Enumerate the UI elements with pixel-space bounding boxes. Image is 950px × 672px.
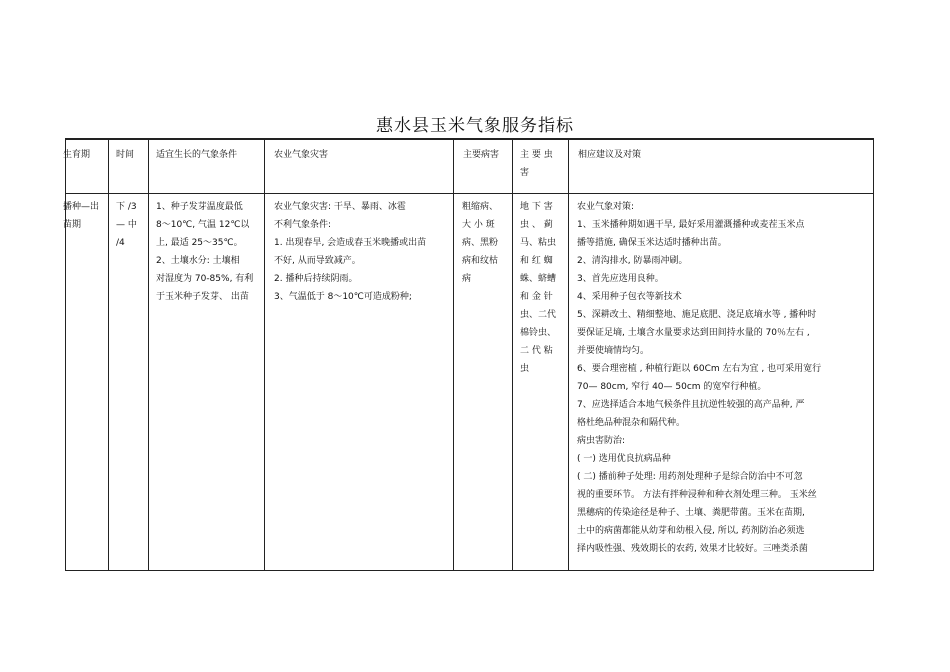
text-line: 2、清沟排水, 防暴雨冲刷。 [577, 256, 688, 266]
text-line: 播等措施, 确保玉米达适时播种出苗。 [577, 238, 727, 248]
text-line: 要保证足墒, 土壤含水量要求达到田间持水量的 70％左右 , [577, 328, 810, 338]
cell-pests [520, 198, 556, 378]
text-line: 格杜绝品种混杂和隔代种。 [577, 418, 686, 428]
column-divider [512, 138, 513, 571]
text-line: ( 二) 播前种子处理: 用药剂处理种子是综合防治中不可忽 [577, 472, 803, 482]
text-line: 马、粘虫 [520, 238, 557, 248]
header-disasters: 农业气象灾害 [274, 150, 329, 160]
text-line: 蛛、蛴螬 [520, 274, 557, 284]
column-divider [568, 138, 569, 571]
cell-disasters [274, 198, 426, 306]
text-line: 2. 播种后持续阴雨。 [274, 274, 358, 284]
column-divider [108, 138, 109, 571]
text-line: 对湿度为 70-85%, 有利 [156, 274, 254, 284]
text-line: 4、采用种子包衣等新技术 [577, 292, 682, 302]
text-line: 2、土壤水分: 土壤相 [156, 256, 240, 266]
text-line: 并要使墒情均匀。 [577, 346, 650, 356]
text-line: 1、种子发芽温度最低 [156, 202, 243, 212]
text-line: 于玉米种子发芽、 出苗 [156, 292, 249, 302]
header-bottom-border [65, 193, 874, 194]
text-line: 视的重要环节。 方法有拌种浸种和种衣剂处理三种。 玉米丝 [577, 490, 817, 500]
header-advice: 相应建议及对策 [578, 150, 642, 160]
text-line: 粗缩病、 [462, 202, 499, 212]
header-pests [520, 146, 553, 182]
cell-stage [63, 198, 99, 234]
text-line: 不利气象条件: [274, 220, 332, 230]
header-pests-line: 害 [520, 168, 530, 178]
header-diseases: 主要病害 [463, 150, 500, 160]
text-line: 农业气象灾害: 干旱、暴雨、冰雹 [274, 202, 406, 212]
text-line: 大 小 斑 [462, 220, 495, 230]
text-line: 土中的病菌都能从幼芽和幼根入侵, 所以, 药剂防治必须选 [577, 526, 805, 536]
cell-diseases [462, 198, 498, 288]
cell-conditions [156, 198, 253, 306]
text-line: 70— 80cm, 窄行 40— 50cm 的宽窄行种植。 [577, 382, 767, 392]
text-line: 和 金 针 [520, 292, 553, 302]
text-line: 虫 [520, 364, 530, 374]
cell-advice [577, 198, 821, 558]
text-line: 6、要合理密植 , 种植行距以 60Cm 左右为宜 , 也可采用宽行 [577, 364, 822, 374]
text-line: 病、黑粉 [462, 238, 499, 248]
text-line: 1. 出现春旱, 会造成春玉米晚播或出苗 [274, 238, 427, 248]
text-line: /4 [116, 238, 125, 248]
text-line: 播种—出 [63, 202, 100, 212]
document-title: 惠水县玉米气象服务指标 [376, 116, 574, 136]
header-conditions: 适宜生长的气象条件 [156, 150, 238, 160]
text-line: 5、深耕改土、精细整地、施足底肥、浇足底墒水等 , 播种时 [577, 310, 817, 320]
text-line: 病 [462, 274, 472, 284]
text-line: 上, 最适 25～35℃。 [156, 238, 243, 248]
text-line: 3、气温低于 8～10℃可造成粉种; [274, 292, 412, 302]
text-line: 二 代 粘 [520, 346, 553, 356]
text-line: 病和纹枯 [462, 256, 499, 266]
text-line: 棉铃虫、 [520, 328, 557, 338]
column-divider [873, 138, 874, 571]
text-line: ( 一) 选用优良抗病品种 [577, 454, 671, 464]
text-line: 地 下 害 [520, 202, 553, 212]
text-line: 8～10℃, 气温 12℃以 [156, 220, 250, 230]
header-stage: 生育期 [63, 150, 91, 160]
text-line: 黑穗病的传染途径是种子、土壤、粪肥带菌。玉米在苗期, [577, 508, 805, 518]
text-line: 农业气象对策: [577, 202, 635, 212]
text-line: — 中 [116, 220, 137, 230]
text-line: 择内吸性强、残效期长的农药, 效果才比较好。三唑类杀菌 [577, 544, 808, 554]
text-line: 和 红 蜘 [520, 256, 553, 266]
text-line: 下 /3 [116, 202, 137, 212]
text-line: 7、应选择适合本地气候条件且抗逆性较强的高产品种, 严 [577, 400, 805, 410]
text-line: 虫、二代 [520, 310, 557, 320]
table-top-border [65, 138, 874, 140]
text-line: 苗期 [63, 220, 82, 230]
header-pests-line: 主 要 虫 [520, 150, 553, 160]
text-line: 1、玉米播种期如遇干旱, 最好采用灌溉播种或麦茬玉米点 [577, 220, 805, 230]
table-bottom-border [65, 570, 874, 571]
column-divider [264, 138, 265, 571]
column-divider [453, 138, 454, 571]
header-time: 时间 [116, 150, 135, 160]
text-line: 虫 、 蓟 [520, 220, 553, 230]
cell-time [116, 198, 137, 252]
text-line: 病虫害防治: [577, 436, 626, 446]
text-line: 不好, 从而导致减产。 [274, 256, 361, 266]
text-line: 3、首先应选用良种。 [577, 274, 664, 284]
column-divider [148, 138, 149, 571]
